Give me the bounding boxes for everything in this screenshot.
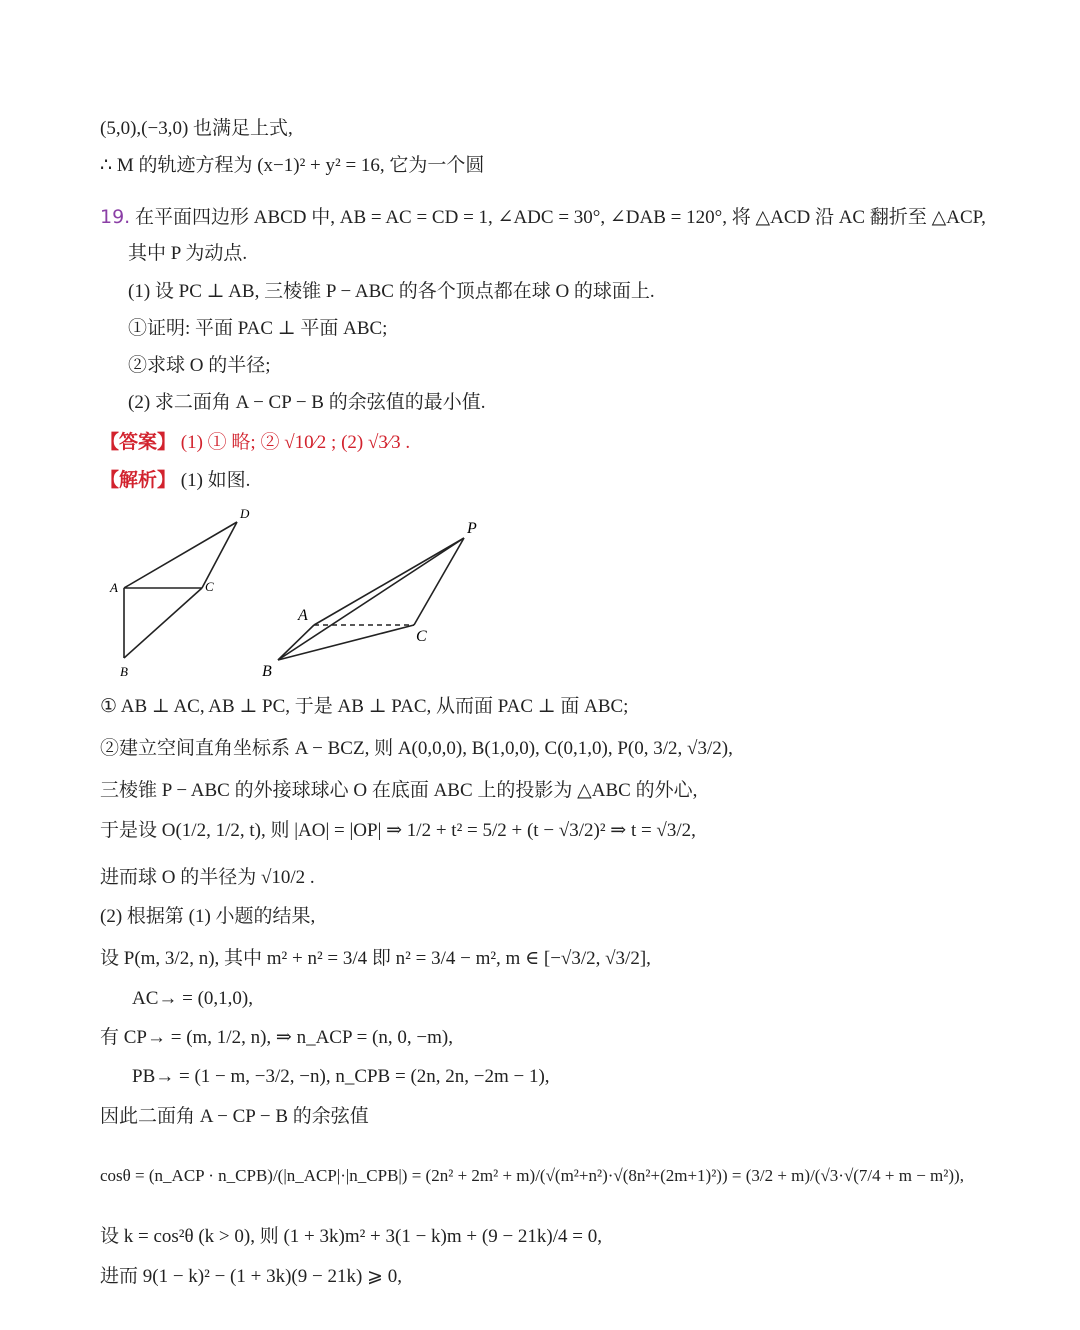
question-19 bbox=[100, 203, 986, 232]
question-part-2: (2) 求二面角 A − CP − B 的余弦值的最小值. bbox=[128, 392, 486, 413]
vector-cp-normals: 有 CP→ = (m, 1/2, n), ⇒ n_ACP = (n, 0, −m), bbox=[100, 1027, 453, 1048]
solution-line-2: ②建立空间直角坐标系 A − BCZ, 则 A(0,0,0), B(1,0,0), C(0,1,0), P(0, 3/2, √3/2), bbox=[100, 738, 733, 759]
text-line-1: (5,0),(−3,0) 也满足上式, bbox=[100, 118, 293, 139]
label-a: A bbox=[110, 580, 118, 595]
solution-line-11: 设 k = cos²θ (k > 0), 则 (1 + 3k)m² + 3(1 − k)m + (9 − 21k)/4 = 0, bbox=[100, 1226, 602, 1247]
question-sub-1: ①证明: 平面 PAC ⊥ 平面 ABC; bbox=[128, 318, 388, 339]
solution-line-3: 三棱锥 P − ABC 的外接球球心 O 在底面 ABC 上的投影为 △ABC 的外心, bbox=[100, 780, 698, 801]
label-c2: C bbox=[416, 628, 427, 645]
solution-line-9: 因此二面角 A − CP − B 的余弦值 bbox=[100, 1106, 369, 1127]
solution-line-12: 进而 9(1 − k)² − (1 + 3k)(9 − 21k) ⩾ 0, bbox=[100, 1266, 402, 1287]
question-part-1: (1) 设 PC ⊥ AB, 三棱锥 P − ABC 的各个顶点都在球 O 的球面上. bbox=[128, 281, 655, 302]
answer-line bbox=[100, 428, 410, 457]
geometry-figure bbox=[100, 500, 500, 685]
solution-line-4: 于是设 O(1/2, 1/2, t), 则 |AO| = |OP| ⇒ 1/2 + t² = 5/2 + (t − √3/2)² ⇒ t = √3/2, bbox=[100, 820, 696, 841]
solution-line-1: ① AB ⊥ AC, AB ⊥ PC, 于是 AB ⊥ PAC, 从而面 PAC ⊥ 面 ABC; bbox=[100, 696, 629, 717]
vector-pb-normal: PB→ = (1 − m, −3/2, −n), n_CPB = (2n, 2n, −2m − 1), bbox=[132, 1066, 550, 1087]
analysis-text: (1) 如图. bbox=[180, 470, 251, 491]
question-text: 在平面四边形 ABCD 中, AB = AC = CD = 1, ∠ADC = 30°, ∠DAB = 120°, 将 △ACD 沿 AC 翻折至 △ACP, bbox=[134, 207, 986, 228]
label-b2: B bbox=[262, 663, 272, 680]
solution-line-7: 设 P(m, 3/2, n), 其中 m² + n² = 3/4 即 n² = 3/4 − m², m ∈ [−√3/2, √3/2], bbox=[100, 948, 651, 969]
solution-line-5: 进而球 O 的半径为 √10/2 . bbox=[100, 867, 315, 888]
solution-line-6: (2) 根据第 (1) 小题的结果, bbox=[100, 906, 316, 927]
label-p: P bbox=[467, 520, 477, 537]
question-number: 19. bbox=[100, 206, 131, 228]
answer-text: (1) ① 略; ② √10⁄2 ; (2) √3⁄3 . bbox=[180, 432, 411, 453]
analysis-line bbox=[100, 466, 250, 495]
tetrahedron bbox=[278, 538, 464, 660]
cosine-formula: cosθ = (n_ACP · n_CPB)/(|n_ACP|·|n_CPB|) = (2n² + 2m² + m)/(√(m²+n²)·√(8n²+(2m+1)²)) = (3/2 + m)/(√3·√(7/4 + m − m²)), bbox=[100, 1166, 964, 1185]
label-a2: A bbox=[298, 607, 308, 624]
planar-quadrilateral bbox=[124, 522, 237, 658]
text-line-2: ∴ M 的轨迹方程为 (x−1)² + y² = 16, 它为一个圆 bbox=[100, 155, 485, 176]
analysis-tag: 【解析】 bbox=[100, 469, 177, 491]
vector-ac: AC→ = (0,1,0), bbox=[132, 988, 254, 1009]
question-sub-2: ②求球 O 的半径; bbox=[128, 355, 271, 376]
label-b: B bbox=[120, 664, 128, 679]
answer-tag: 【答案】 bbox=[100, 431, 177, 453]
label-c: C bbox=[205, 579, 214, 594]
question-text-2: 其中 P 为动点. bbox=[128, 243, 248, 264]
label-d: D bbox=[240, 506, 250, 521]
